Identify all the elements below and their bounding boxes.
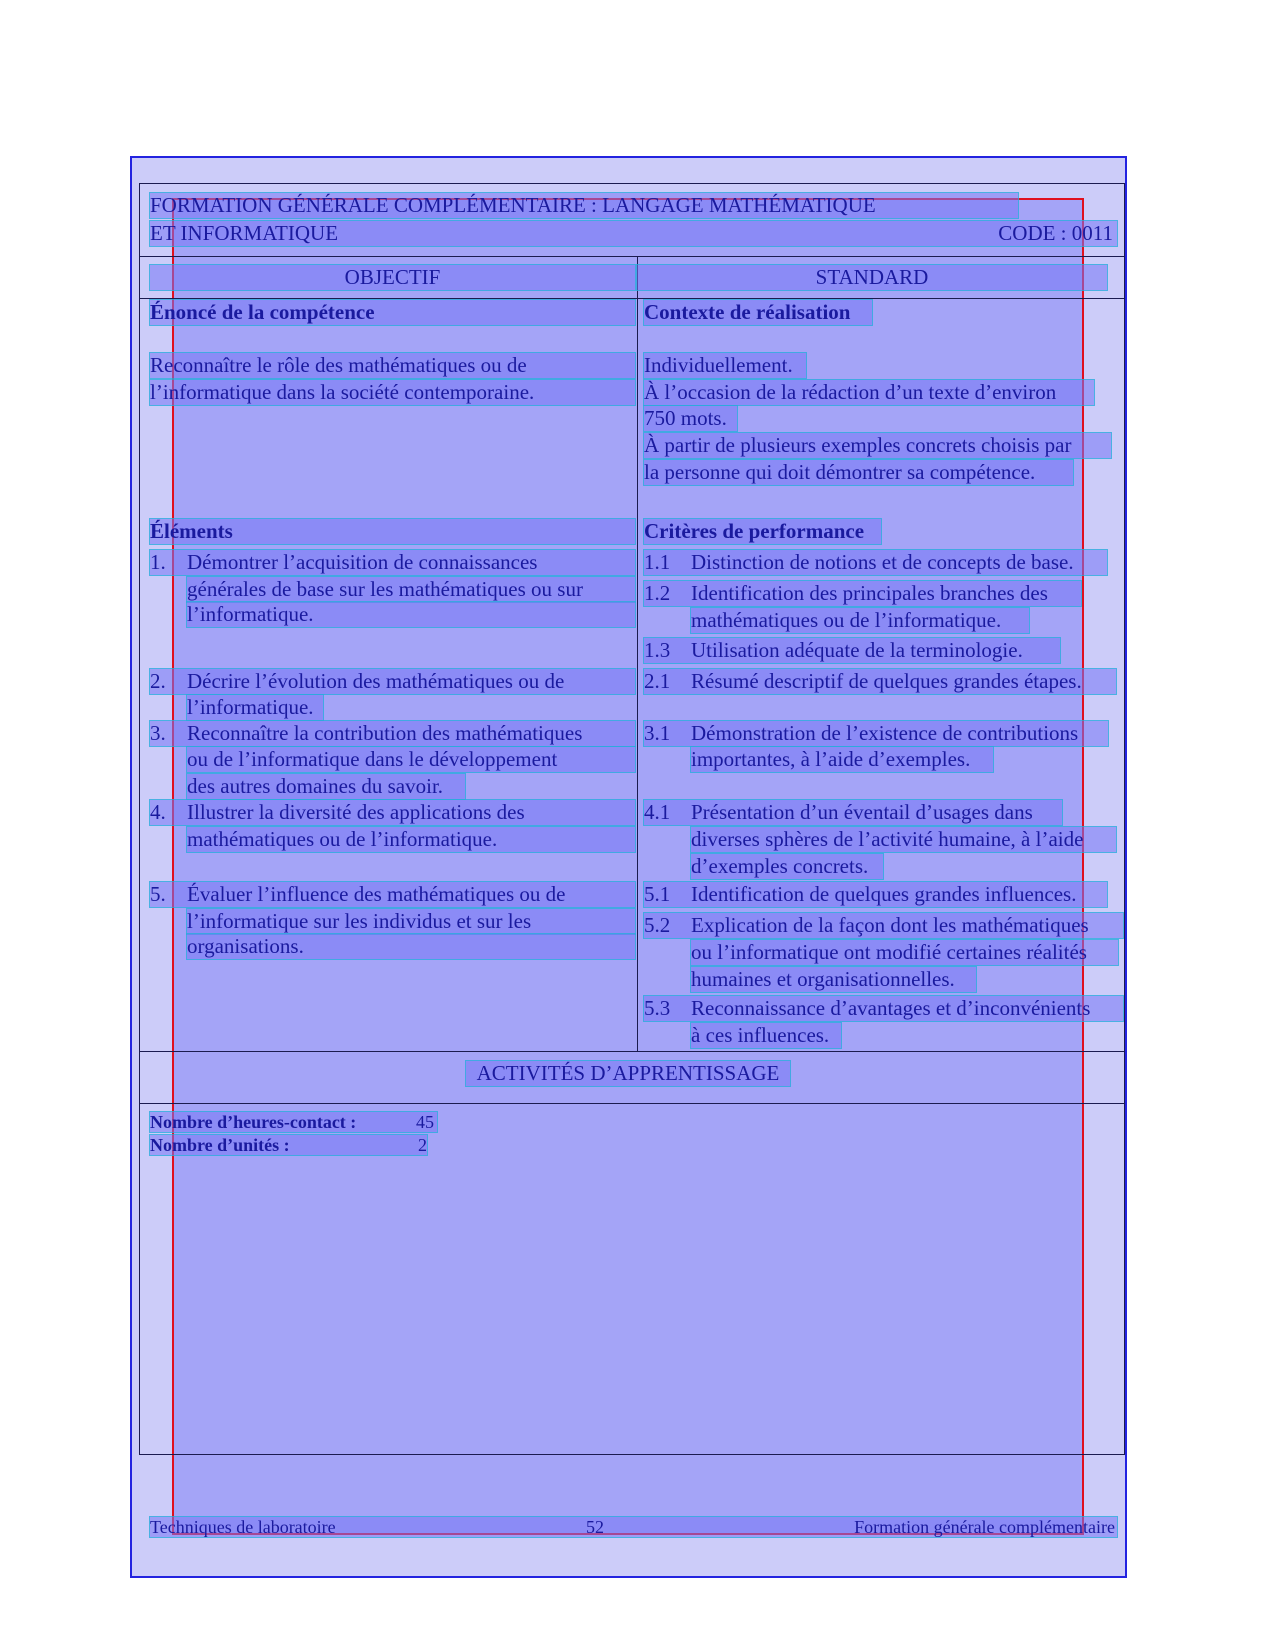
- element-3-line-3: des autres domaines du savoir.: [187, 774, 465, 799]
- critere-5-2-line-1: 5.2 Explication de la façon dont les mathématiques: [644, 913, 1123, 938]
- critere-5-1: 5.1 Identification de quelques grandes influences.: [644, 882, 1107, 907]
- contexte-line-4: À partir de plusieurs exemples concrets choisis par: [644, 433, 1111, 458]
- course-code: CODE : 0011: [998, 221, 1113, 245]
- critere-4-1-line-2: diverses sphères de l’activité humaine, à l’aide: [691, 827, 1116, 852]
- element-5-line-2: l’informatique sur les individus et sur les: [187, 909, 635, 934]
- contexte-heading: Contexte de réalisation: [644, 300, 872, 325]
- elements-heading: Éléments: [150, 519, 635, 544]
- page-number: 52: [586, 1517, 604, 1537]
- activites-heading: ACTIVITÉS D’APPRENTISSAGE: [466, 1061, 790, 1086]
- critere-1-2-line-2: mathématiques ou de l’informatique.: [691, 608, 1029, 633]
- critere-5-2-line-2: ou l’informatique ont modifié certaines réalités: [691, 940, 1118, 965]
- element-2-line-1: 2. Décrire l’évolution des mathématiques ou de: [150, 669, 635, 694]
- element-4-line-1: 4. Illustrer la diversité des applications des: [150, 800, 635, 825]
- element-3-line-2: ou de l’informatique dans le développement: [187, 747, 635, 772]
- title-line-2-bar: [150, 221, 1117, 246]
- title-line-1: FORMATION GÉNÉRALE COMPLÉMENTAIRE : LANGAGE MATHÉMATIQUE: [150, 193, 1018, 218]
- critere-3-1-line-1: 3.1 Démonstration de l’existence de contributions: [644, 721, 1108, 746]
- contexte-line-2: À l’occasion de la rédaction d’un texte d’environ: [644, 380, 1094, 405]
- critere-5-3-line-2: à ces influences.: [691, 1023, 841, 1048]
- critere-4-1-line-1: 4.1 Présentation d’un éventail d’usages dans: [644, 800, 1062, 825]
- enonce-heading: Énoncé de la compétence: [150, 300, 635, 325]
- enonce-line-1: Reconnaître le rôle des mathématiques ou de: [150, 353, 635, 378]
- enonce-line-2: l’informatique dans la société contemporaine.: [150, 380, 635, 405]
- title-line-2: ET INFORMATIQUE: [150, 221, 339, 245]
- element-3-line-1: 3. Reconnaître la contribution des mathématiques: [150, 721, 635, 746]
- element-1-line-3: l’informatique.: [187, 602, 635, 627]
- critere-1-3: 1.3 Utilisation adéquate de la terminologie.: [644, 638, 1060, 663]
- critere-5-2-line-3: humaines et organisationnelles.: [691, 967, 976, 992]
- contexte-line-3: 750 mots.: [644, 406, 737, 431]
- page-footer: [150, 1517, 1117, 1537]
- footer-right: Formation générale complémentaire: [854, 1517, 1115, 1537]
- element-4-line-2: mathématiques ou de l’informatique.: [187, 827, 635, 852]
- contexte-line-5: la personne qui doit démontrer sa compétence.: [644, 460, 1073, 485]
- heures-contact-row: Nombre d’heures-contact : 45: [150, 1112, 437, 1132]
- critere-1-1: 1.1 Distinction de notions et de concepts de base.: [644, 550, 1107, 575]
- critere-5-3-line-1: 5.3 Reconnaissance d’avantages et d’inconvénients: [644, 996, 1123, 1021]
- column-objectif: OBJECTIF: [150, 265, 635, 290]
- element-5-line-3: organisations.: [187, 934, 635, 959]
- contexte-line-1: Individuellement.: [644, 353, 806, 378]
- critere-4-1-line-3: d’exemples concrets.: [691, 854, 883, 879]
- unites-row: Nombre d’unités : 2: [150, 1135, 427, 1155]
- criteres-heading: Critères de performance: [644, 519, 881, 544]
- column-standard: STANDARD: [637, 265, 1107, 290]
- element-1-line-2: générales de base sur les mathématiques ou sur: [187, 577, 635, 602]
- critere-2-1: 2.1 Résumé descriptif de quelques grandes étapes.: [644, 669, 1116, 694]
- footer-left: Techniques de laboratoire: [150, 1517, 336, 1537]
- element-1-line-1: 1. Démontrer l’acquisition de connaissances: [150, 550, 635, 575]
- critere-3-1-line-2: importantes, à l’aide d’exemples.: [691, 747, 993, 772]
- element-2-line-2: l’informatique.: [187, 695, 323, 720]
- element-5-line-1: 5. Évaluer l’influence des mathématiques ou de: [150, 882, 635, 907]
- critere-1-2-line-1: 1.2 Identification des principales branches des: [644, 581, 1081, 606]
